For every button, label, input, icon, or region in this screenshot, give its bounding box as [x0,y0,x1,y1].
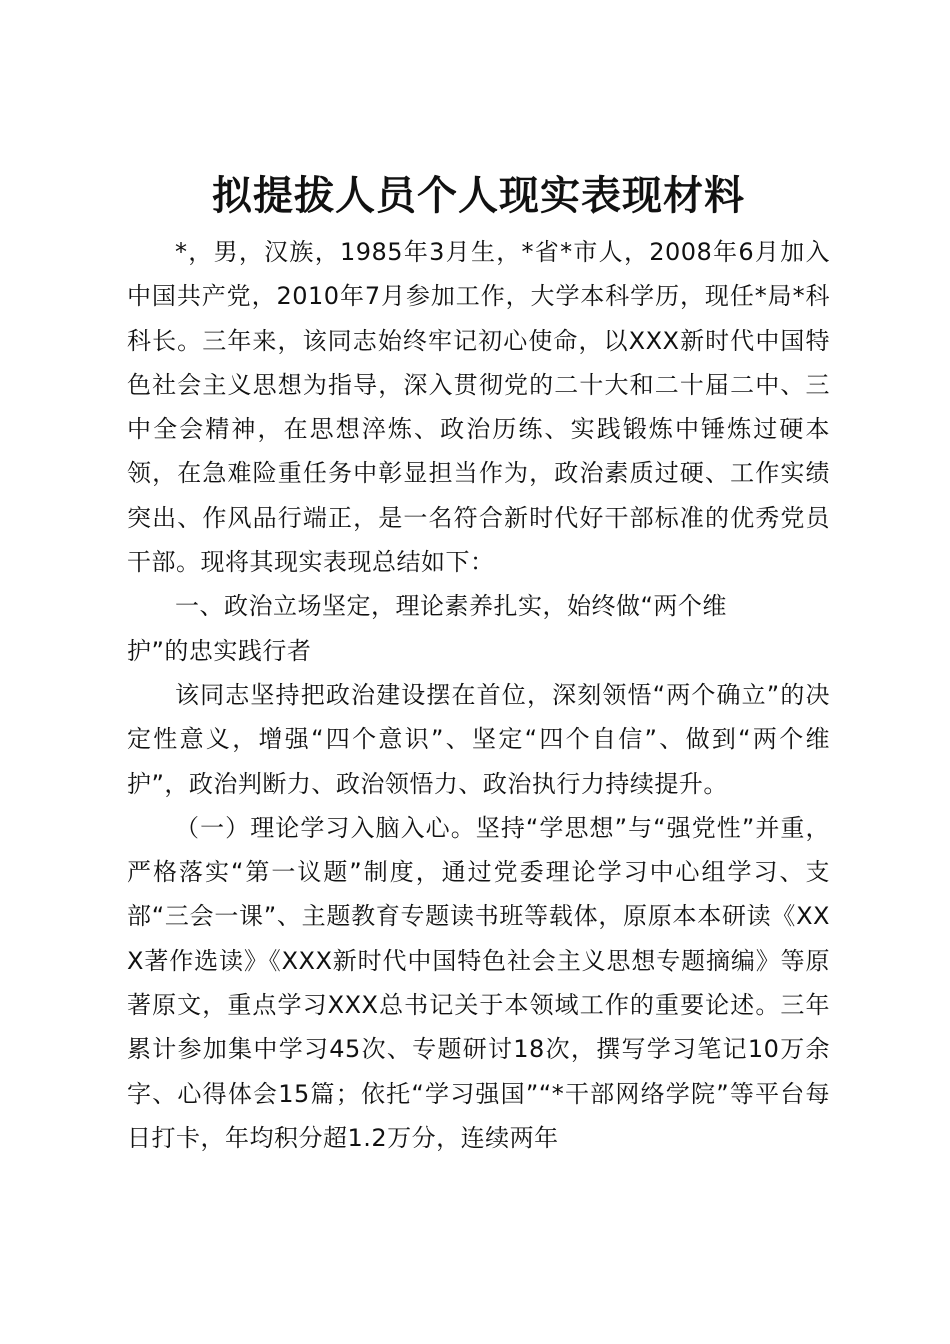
intro-paragraph: *，男，汉族，1985年3月生，*省*市人，2008年6月加入中国共产党，2010年7月参加工作，大学本科学历，现任*局*科科长。三年来，该同志始终牢记初心使命，以XXX新时代中国特色社会主义思想为指导，深入贯彻党的二十大和二十届二中、三中全会精神，在思想淬炼、政治历练、实践锻炼中锤炼过硬本领，在急难险重任务中彰显担当作为，政治素质过硬、工作实绩突出、作风品行端正，是一名符合新时代好干部标准的优秀党员干部。现将其现实表现总结如下： [127,238,830,577]
section-heading-1: 一、政治立场坚定，理论素养扎实，始终做“两个维护”的忠实践行者 [127,592,727,665]
document-title: 拟提拔人员个人现实表现材料 [212,172,745,219]
subsection-1-paragraph: （一）理论学习入脑入心。坚持“学思想”与“强党性”并重，严格落实“第一议题”制度，通过党委理论学习中心组学习、支部“三会一课”、主题教育专题读书班等载体，原原本本研读《XXX著作选读》《XXX新时代中国特色社会主义思想专题摘编》等原著原文，重点学习XXX总书记关于本领域工作的重要论述。三年累计参加集中学习45次、专题研讨18次，撰写学习笔记10万余字、心得体会15篇；依托“学习强国”“*干部网络学院”等平台每日打卡，年均积分超1.2万分，连续两年 [127,813,830,1152]
document-page [127,168,830,1160]
section-1-paragraph: 该同志坚持把政治建设摆在首位，深刻领悟“两个确立”的决定性意义，增强“四个意识”、坚定“四个自信”、做到“两个维护”，政治判断力、政治领悟力、政治执行力持续提升。 [127,680,830,798]
